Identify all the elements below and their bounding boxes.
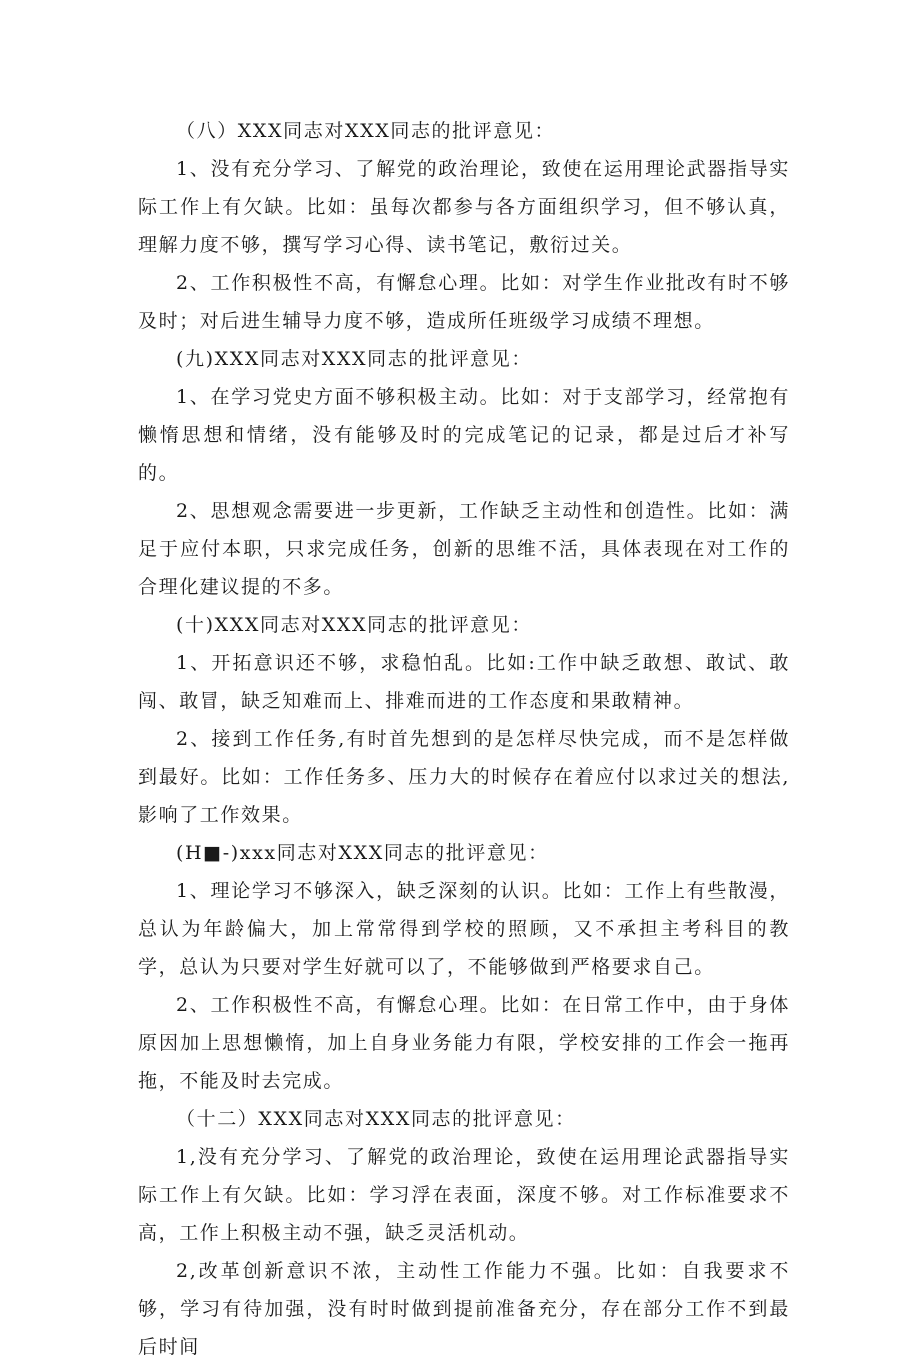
section-heading-12: （十二）XXX同志对XXX同志的批评意见： xyxy=(176,1108,576,1130)
section-heading-11: (H■-)xxx同志对XXX同志的批评意见： xyxy=(176,842,549,864)
paragraph: 2,改革创新意识不浓，主动性工作能力不强。比如：自我要求不够，学习有待加强，没有时时做到提前准备充分，存在部分工作不到最后时间 xyxy=(138,1260,790,1358)
paragraph: 2、工作积极性不高，有懈怠心理。比如：在日常工作中，由于身体原因加上思想懒惰，加上自身业务能力有限，学校安排的工作会一拖再拖，不能及时去完成。 xyxy=(138,994,790,1092)
section-heading-9: (九)XXX同志对XXX同志的批评意见： xyxy=(176,348,532,370)
paragraph: 1、开拓意识还不够，求稳怕乱。比如:工作中缺乏敢想、敢试、敢闯、敢冒，缺乏知难而上、排难而进的工作态度和果敢精神。 xyxy=(138,652,790,712)
paragraph: 1、在学习党史方面不够积极主动。比如：对于支部学习，经常抱有懒惰思想和情绪，没有能够及时的完成笔记的记录，都是过后才补写的。 xyxy=(138,386,790,484)
paragraph: 2、思想观念需要进一步更新，工作缺乏主动性和创造性。比如：满足于应付本职，只求完成任务，创新的思维不活，具体表现在对工作的合理化建议提的不多。 xyxy=(138,500,790,598)
section-heading-10: (十)XXX同志对XXX同志的批评意见： xyxy=(176,614,532,636)
paragraph: 1、没有充分学习、了解党的政治理论，致使在运用理论武器指导实际工作上有欠缺。比如：虽每次都参与各方面组织学习，但不够认真，理解力度不够，撰写学习心得、读书笔记，敷衍过关。 xyxy=(138,158,790,256)
paragraph: 2、工作积极性不高，有懈怠心理。比如：对学生作业批改有时不够及时；对后进生辅导力度不够，造成所任班级学习成绩不理想。 xyxy=(138,272,790,332)
paragraph: 1,没有充分学习、了解党的政治理论，致使在运用理论武器指导实际工作上有欠缺。比如：学习浮在表面，深度不够。对工作标准要求不高，工作上积极主动不强，缺乏灵活机动。 xyxy=(138,1146,790,1244)
paragraph: 2、接到工作任务,有时首先想到的是怎样尽快完成，而不是怎样做到最好。比如：工作任务多、压力大的时候存在着应付以求过关的想法,影响了工作效果。 xyxy=(138,728,790,826)
section-heading-8: （八）XXX同志对XXX同志的批评意见： xyxy=(176,120,556,142)
document-body xyxy=(138,112,790,1366)
paragraph: 1、理论学习不够深入，缺乏深刻的认识。比如：工作上有些散漫，总认为年龄偏大，加上常常得到学校的照顾，又不承担主考科目的教学，总认为只要对学生好就可以了，不能够做到严格要求自己。 xyxy=(138,880,790,978)
